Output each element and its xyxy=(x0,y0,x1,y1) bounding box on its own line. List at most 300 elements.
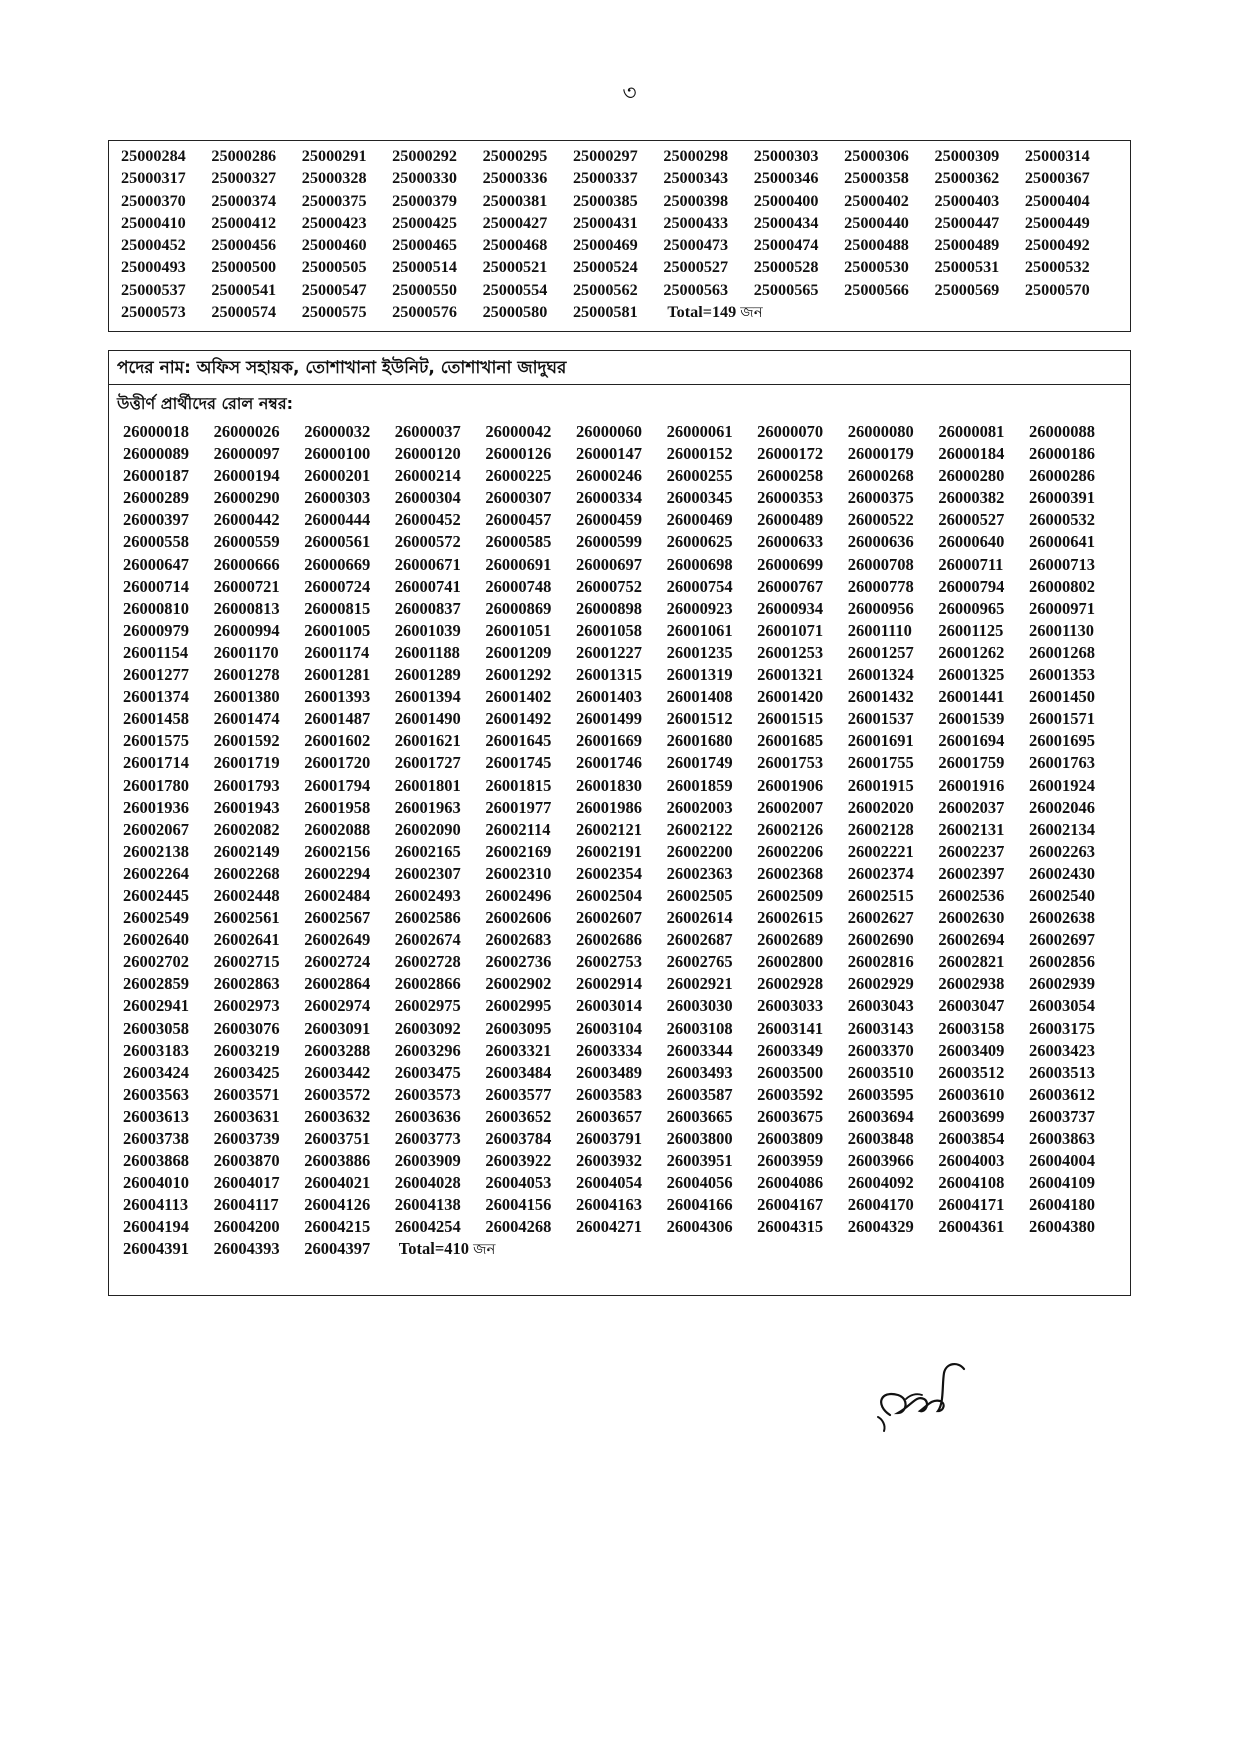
roll-number: 26002606 xyxy=(485,908,552,928)
roll-number: 26003183 xyxy=(123,1040,189,1060)
roll-number: 25000460 xyxy=(301,236,367,255)
roll-number: 26003563 xyxy=(123,1084,189,1104)
roll-row xyxy=(123,1062,1123,1084)
roll-number: 26001793 xyxy=(213,775,280,795)
total-count xyxy=(399,1238,496,1260)
roll-number: 26003699 xyxy=(938,1106,1005,1126)
roll-number: 26004306 xyxy=(666,1217,733,1237)
roll-number: 26001235 xyxy=(666,642,733,662)
roll-number: 25000574 xyxy=(211,303,277,322)
roll-number: 25000473 xyxy=(663,236,729,255)
roll-number: 26002753 xyxy=(575,952,642,972)
roll-number: 26002929 xyxy=(847,974,914,994)
roll-number: 26001691 xyxy=(847,731,914,751)
roll-number: 26002307 xyxy=(394,863,461,883)
roll-number: 26000382 xyxy=(938,488,1005,508)
roll-number: 26001915 xyxy=(847,775,914,795)
roll-number: 26002627 xyxy=(847,908,914,928)
roll-number: 26004021 xyxy=(304,1173,371,1193)
roll-number: 25000554 xyxy=(482,280,548,299)
roll-number: 26004315 xyxy=(757,1217,824,1237)
roll-number: 26003577 xyxy=(485,1084,552,1104)
roll-number: 25000343 xyxy=(663,169,729,188)
roll-number: 25000505 xyxy=(301,258,367,277)
roll-number: 26000147 xyxy=(575,444,642,464)
roll-number: 26000060 xyxy=(575,422,642,441)
roll-number: 26001794 xyxy=(304,775,371,795)
roll-number: 26000741 xyxy=(394,576,461,596)
roll-number: 25000489 xyxy=(934,236,1000,255)
roll-number: 26001408 xyxy=(666,687,733,707)
roll-number: 26003587 xyxy=(666,1084,733,1104)
roll-number: 26002536 xyxy=(938,885,1005,905)
roll-number: 26001154 xyxy=(123,642,189,662)
roll-number: 25000563 xyxy=(663,280,729,299)
roll-number: 26002363 xyxy=(666,863,733,883)
roll-number: 26002694 xyxy=(938,930,1005,950)
roll-number: 26000303 xyxy=(304,488,371,508)
roll-number: 26004361 xyxy=(938,1217,1005,1237)
roll-row xyxy=(123,443,1123,465)
roll-number: 26003158 xyxy=(938,1018,1005,1038)
roll-number: 26002509 xyxy=(757,885,824,905)
roll-number: 26002567 xyxy=(304,908,371,928)
roll-number: 26004200 xyxy=(213,1217,280,1237)
roll-number: 26001125 xyxy=(938,620,1004,640)
roll-number: 26004171 xyxy=(938,1195,1005,1215)
roll-number: 26002607 xyxy=(575,908,642,928)
roll-row xyxy=(123,929,1123,951)
roll-number: 26004163 xyxy=(575,1195,642,1215)
roll-number: 26003922 xyxy=(485,1151,552,1171)
post-title: পদের নাম: অফিস সহায়ক, তোশাখানা ইউনিট, তোশাখানা জাদুঘর xyxy=(109,351,1130,385)
roll-number: 26002114 xyxy=(485,819,551,839)
roll-number: 26000721 xyxy=(213,576,280,596)
roll-number: 26001645 xyxy=(485,731,552,751)
roll-number: 26000699 xyxy=(757,554,824,574)
roll-number: 26000184 xyxy=(938,444,1005,464)
roll-number: 25000374 xyxy=(211,191,277,210)
roll-number: 26002649 xyxy=(304,930,371,950)
total-count xyxy=(667,301,762,323)
roll-number: 26003296 xyxy=(394,1040,461,1060)
roll-number: 26001575 xyxy=(123,731,189,751)
roll-number: 26000080 xyxy=(847,422,914,441)
roll-number: 26003583 xyxy=(575,1084,642,1104)
roll-number: 26003665 xyxy=(666,1106,733,1126)
roll-number: 26000994 xyxy=(213,620,280,640)
roll-number: 26002995 xyxy=(485,996,552,1016)
roll-number: 26002368 xyxy=(757,863,824,883)
roll-number: 25000537 xyxy=(121,280,186,299)
roll-number: 26004113 xyxy=(123,1195,189,1215)
roll-number: 26004126 xyxy=(304,1195,371,1215)
roll-number: 26002938 xyxy=(938,974,1005,994)
roll-number: 25000404 xyxy=(1024,191,1090,210)
roll-number: 26003739 xyxy=(213,1129,280,1148)
roll-number: 26003868 xyxy=(123,1151,189,1171)
roll-number: 26002156 xyxy=(304,841,371,861)
roll-number: 26001441 xyxy=(938,687,1005,707)
roll-number: 26000752 xyxy=(575,576,642,596)
roll-number: 25000410 xyxy=(121,213,186,232)
signature-image xyxy=(860,1355,970,1435)
roll-number: 26001209 xyxy=(485,642,552,662)
roll-number: 25000474 xyxy=(753,236,819,255)
roll-number: 26003610 xyxy=(938,1084,1005,1104)
roll-number: 26003141 xyxy=(757,1018,824,1038)
roll-number: 26000815 xyxy=(304,598,371,618)
roll-number: 26000489 xyxy=(757,510,824,530)
roll-number: 26000088 xyxy=(1028,422,1095,441)
roll-number: 26004268 xyxy=(485,1217,552,1237)
roll-number: 26000971 xyxy=(1028,598,1095,618)
roll-number: 26003425 xyxy=(213,1062,280,1082)
roll-number: 25000375 xyxy=(301,191,367,210)
roll-number: 26000691 xyxy=(485,554,552,574)
roll-number: 26004329 xyxy=(847,1217,914,1237)
roll-row xyxy=(123,686,1123,708)
roll-number: 26000754 xyxy=(666,576,733,596)
roll-number: 25000521 xyxy=(482,258,548,277)
roll-number: 26002090 xyxy=(394,819,461,839)
roll-number: 25000314 xyxy=(1024,147,1090,165)
roll-number: 26001277 xyxy=(123,665,189,685)
roll-number: 26001537 xyxy=(847,709,914,729)
roll-number: 26002493 xyxy=(394,885,461,905)
roll-number: 25000346 xyxy=(753,169,819,188)
roll-number: 26002715 xyxy=(213,952,280,972)
roll-number: 26004109 xyxy=(1028,1173,1095,1193)
roll-number: 25000580 xyxy=(482,303,548,322)
roll-number: 26003423 xyxy=(1028,1040,1095,1060)
roll-number: 26003694 xyxy=(847,1106,914,1126)
roll-number: 25000398 xyxy=(663,191,729,210)
passed-candidates-label: উত্তীর্ণ প্রার্থীদের রোল নম্বর: xyxy=(117,394,294,413)
roll-row xyxy=(123,598,1123,620)
roll-number: 26004156 xyxy=(485,1195,552,1215)
roll-number: 26000898 xyxy=(575,598,642,618)
roll-row xyxy=(123,1216,1123,1238)
roll-number: 26001499 xyxy=(575,709,642,729)
roll-number: 26001268 xyxy=(1028,642,1095,662)
roll-number: 26000713 xyxy=(1028,554,1095,574)
roll-number: 26002131 xyxy=(938,819,1005,839)
roll-number: 26002630 xyxy=(938,908,1005,928)
roll-number: 26003738 xyxy=(123,1129,189,1148)
roll-number: 26004215 xyxy=(304,1217,371,1237)
roll-number: 26003489 xyxy=(575,1062,642,1082)
roll-number: 26002902 xyxy=(485,974,552,994)
roll-number: 25000565 xyxy=(753,280,819,299)
roll-number: 26000572 xyxy=(394,532,461,552)
roll-number: 26002128 xyxy=(847,819,914,839)
roll-number: 26002294 xyxy=(304,863,371,883)
roll-number: 26000457 xyxy=(485,510,552,530)
roll-number: 26001051 xyxy=(485,620,552,640)
roll-number: 25000575 xyxy=(301,303,367,322)
roll-number-list xyxy=(121,145,1121,323)
roll-number: 26000026 xyxy=(213,422,280,441)
roll-number: 26002448 xyxy=(213,885,280,905)
roll-number: 26000979 xyxy=(123,620,189,640)
roll-number: 26003288 xyxy=(304,1040,371,1060)
roll-number: 26002549 xyxy=(123,908,189,928)
roll-number: 25000412 xyxy=(211,213,277,232)
roll-number: 25000449 xyxy=(1024,213,1090,232)
roll-number: 26003909 xyxy=(394,1151,461,1171)
roll-number: 26002264 xyxy=(123,863,189,883)
roll-number: 26001720 xyxy=(304,753,371,773)
roll-number: 25000298 xyxy=(663,147,729,165)
roll-number: 26002430 xyxy=(1028,863,1095,883)
roll-number: 26000097 xyxy=(213,444,280,464)
roll-number: 26000258 xyxy=(757,466,824,486)
roll-number: 26001602 xyxy=(304,731,371,751)
roll-number: 26000225 xyxy=(485,466,552,486)
roll-number: 26003349 xyxy=(757,1040,824,1060)
roll-number: 26002263 xyxy=(1028,841,1095,861)
roll-number: 26002702 xyxy=(123,952,189,972)
roll-number: 26001916 xyxy=(938,775,1005,795)
roll-number: 26002149 xyxy=(213,841,280,861)
roll-number: 26001227 xyxy=(575,642,642,662)
roll-number: 26003424 xyxy=(123,1062,189,1082)
roll-number: 25000306 xyxy=(844,147,909,165)
roll-number: 26003675 xyxy=(757,1106,824,1126)
roll-number: 26001780 xyxy=(123,775,189,795)
roll-number: 25000581 xyxy=(572,303,638,322)
roll-number: 26001278 xyxy=(213,665,280,685)
roll-number: 26002445 xyxy=(123,885,189,905)
roll-number: 26002504 xyxy=(575,885,642,905)
roll-number: 26001321 xyxy=(757,665,824,685)
roll-number: 26003030 xyxy=(666,996,733,1016)
roll-number: 25000433 xyxy=(663,213,729,232)
roll-number: 26001963 xyxy=(394,797,461,817)
roll-number: 26000042 xyxy=(485,422,552,441)
roll-number: 26002728 xyxy=(394,952,461,972)
roll-number: 26004397 xyxy=(304,1239,371,1259)
roll-number: 26000081 xyxy=(938,422,1005,441)
roll-number: 26001492 xyxy=(485,709,552,729)
roll-number: 25000524 xyxy=(572,258,638,277)
roll-number: 26002003 xyxy=(666,797,733,817)
roll-row xyxy=(123,775,1123,797)
roll-number: 26001325 xyxy=(938,665,1005,685)
roll-number: 26002067 xyxy=(123,819,189,839)
roll-row xyxy=(121,256,1121,278)
roll-number: 26001592 xyxy=(213,731,280,751)
roll-number: 26001759 xyxy=(938,753,1005,773)
roll-number: 26000070 xyxy=(757,422,824,441)
roll-number: 26002866 xyxy=(394,974,461,994)
roll-number: 25000284 xyxy=(121,147,186,165)
roll-number: 26001830 xyxy=(575,775,642,795)
roll-number: 26001621 xyxy=(394,731,461,751)
roll-number: 25000427 xyxy=(482,213,548,232)
roll-number: 25000488 xyxy=(844,236,909,255)
roll-number: 26001403 xyxy=(575,687,642,707)
roll-number: 25000358 xyxy=(844,169,909,188)
roll-number: 26001432 xyxy=(847,687,914,707)
roll-row xyxy=(123,620,1123,642)
roll-number: 26004138 xyxy=(394,1195,461,1215)
roll-number: 25000532 xyxy=(1024,258,1090,277)
roll-number: 26001292 xyxy=(485,665,552,685)
roll-number: 26000647 xyxy=(123,554,189,574)
roll-row xyxy=(123,554,1123,576)
roll-number: 26001859 xyxy=(666,775,733,795)
roll-number: 26000522 xyxy=(847,510,914,530)
roll-number: 25000379 xyxy=(392,191,457,210)
roll-number: 26000558 xyxy=(123,532,189,552)
roll-number: 26000334 xyxy=(575,488,642,508)
roll-number: 26001394 xyxy=(394,687,461,707)
roll-number: 25000292 xyxy=(392,147,457,165)
roll-number: 26002354 xyxy=(575,863,642,883)
roll-number: 26002674 xyxy=(394,930,461,950)
roll-row xyxy=(123,708,1123,730)
roll-number: 26000810 xyxy=(123,598,189,618)
roll-number: 26000585 xyxy=(485,532,552,552)
roll-number: 26002736 xyxy=(485,952,552,972)
roll-number: 26001755 xyxy=(847,753,914,773)
roll-number: 26003773 xyxy=(394,1129,461,1148)
roll-row xyxy=(121,301,1121,323)
roll-number: 26002724 xyxy=(304,952,371,972)
roll-number: 26001393 xyxy=(304,687,371,707)
roll-number: 25000431 xyxy=(572,213,638,232)
roll-number: 26002046 xyxy=(1028,797,1095,817)
roll-number: 26001749 xyxy=(666,753,733,773)
roll-number: 26003572 xyxy=(304,1084,371,1104)
roll-number: 26000748 xyxy=(485,576,552,596)
roll-number: 25000541 xyxy=(211,280,277,299)
roll-number: 26001170 xyxy=(213,642,279,662)
roll-number: 26003854 xyxy=(938,1129,1005,1148)
roll-number: 26003592 xyxy=(757,1084,824,1104)
roll-row xyxy=(123,995,1123,1017)
roll-number: 26000061 xyxy=(666,422,733,441)
roll-number: 26002505 xyxy=(666,885,733,905)
roll-number: 26001801 xyxy=(394,775,461,795)
roll-number: 26003370 xyxy=(847,1040,914,1060)
roll-number: 26004003 xyxy=(938,1151,1005,1171)
roll-number: 26002126 xyxy=(757,819,824,839)
roll-number: 26003951 xyxy=(666,1151,733,1171)
roll-number: 26002397 xyxy=(938,863,1005,883)
roll-number: 26000802 xyxy=(1028,576,1095,596)
roll-number: 26000527 xyxy=(938,510,1005,530)
roll-row xyxy=(123,841,1123,863)
roll-number: 26003959 xyxy=(757,1151,824,1171)
roll-number: 26002973 xyxy=(213,996,280,1016)
roll-number: 26000194 xyxy=(213,466,280,486)
roll-number: 26002687 xyxy=(666,930,733,950)
roll-number: 25000337 xyxy=(572,169,638,188)
roll-number: 26002561 xyxy=(213,908,280,928)
roll-number: 26001071 xyxy=(757,620,824,640)
roll-number: 25000527 xyxy=(663,258,729,277)
roll-number: 25000403 xyxy=(934,191,1000,210)
roll-number: 26002221 xyxy=(847,841,914,861)
roll-number: 26001487 xyxy=(304,709,371,729)
roll-number: 26001257 xyxy=(847,642,914,662)
roll-number: 25000336 xyxy=(482,169,548,188)
roll-row xyxy=(123,1128,1123,1150)
roll-number: 26002683 xyxy=(485,930,552,950)
roll-number: 26001571 xyxy=(1028,709,1095,729)
roll-number: 26003809 xyxy=(757,1129,824,1148)
roll-number: 26002928 xyxy=(757,974,824,994)
roll-number: 25000547 xyxy=(301,280,367,299)
roll-number: 26002169 xyxy=(485,841,552,861)
roll-number: 26001943 xyxy=(213,797,280,817)
roll-number: 26003886 xyxy=(304,1151,371,1171)
roll-number: 26000246 xyxy=(575,466,642,486)
roll-number: 26001458 xyxy=(123,709,189,729)
roll-number: 26001958 xyxy=(304,797,371,817)
roll-row xyxy=(123,576,1123,598)
roll-number: 25000562 xyxy=(572,280,638,299)
roll-number: 25000570 xyxy=(1024,280,1090,299)
roll-number: 25000309 xyxy=(934,147,1000,165)
roll-number: 26000532 xyxy=(1028,510,1095,530)
roll-number: 26000018 xyxy=(123,422,189,441)
roll-number: 26001746 xyxy=(575,753,642,773)
roll-number: 26000641 xyxy=(1028,532,1095,552)
roll-number: 26001753 xyxy=(757,753,824,773)
roll-number: 26001402 xyxy=(485,687,552,707)
roll-number: 26001281 xyxy=(304,665,371,685)
roll-number: 26001977 xyxy=(485,797,552,817)
roll-row xyxy=(123,1106,1123,1128)
roll-number: 26003636 xyxy=(394,1106,461,1126)
roll-row xyxy=(121,167,1121,189)
roll-row xyxy=(123,465,1123,487)
roll-list-box-office-assistant xyxy=(108,350,1131,1296)
roll-number: 26003475 xyxy=(394,1062,461,1082)
roll-number: 25000493 xyxy=(121,258,186,277)
roll-number: 25000297 xyxy=(572,147,638,165)
roll-number: 26003175 xyxy=(1028,1018,1095,1038)
roll-number: 26002975 xyxy=(394,996,461,1016)
roll-number: 26001680 xyxy=(666,731,733,751)
roll-number: 26004271 xyxy=(575,1217,642,1237)
roll-number: 26003442 xyxy=(304,1062,371,1082)
roll-number: 26001420 xyxy=(757,687,824,707)
roll-number: 26002496 xyxy=(485,885,552,905)
roll-number: 26001936 xyxy=(123,797,189,817)
roll-row xyxy=(123,819,1123,841)
total-unit: জন xyxy=(740,303,763,322)
roll-number: 26000708 xyxy=(847,554,914,574)
roll-number: 26002237 xyxy=(938,841,1005,861)
roll-number: 26002165 xyxy=(394,841,461,861)
roll-number: 26000290 xyxy=(213,488,280,508)
roll-number: 26002641 xyxy=(213,930,280,950)
roll-number: 26002914 xyxy=(575,974,642,994)
roll-number: 26001061 xyxy=(666,620,733,640)
roll-number: 25000566 xyxy=(844,280,909,299)
roll-number: 26004380 xyxy=(1028,1217,1095,1237)
roll-number: 26002191 xyxy=(575,841,642,861)
roll-row xyxy=(123,752,1123,774)
roll-number: 26003612 xyxy=(1028,1084,1095,1104)
roll-number: 26001262 xyxy=(938,642,1005,662)
roll-number: 25000303 xyxy=(753,147,819,165)
